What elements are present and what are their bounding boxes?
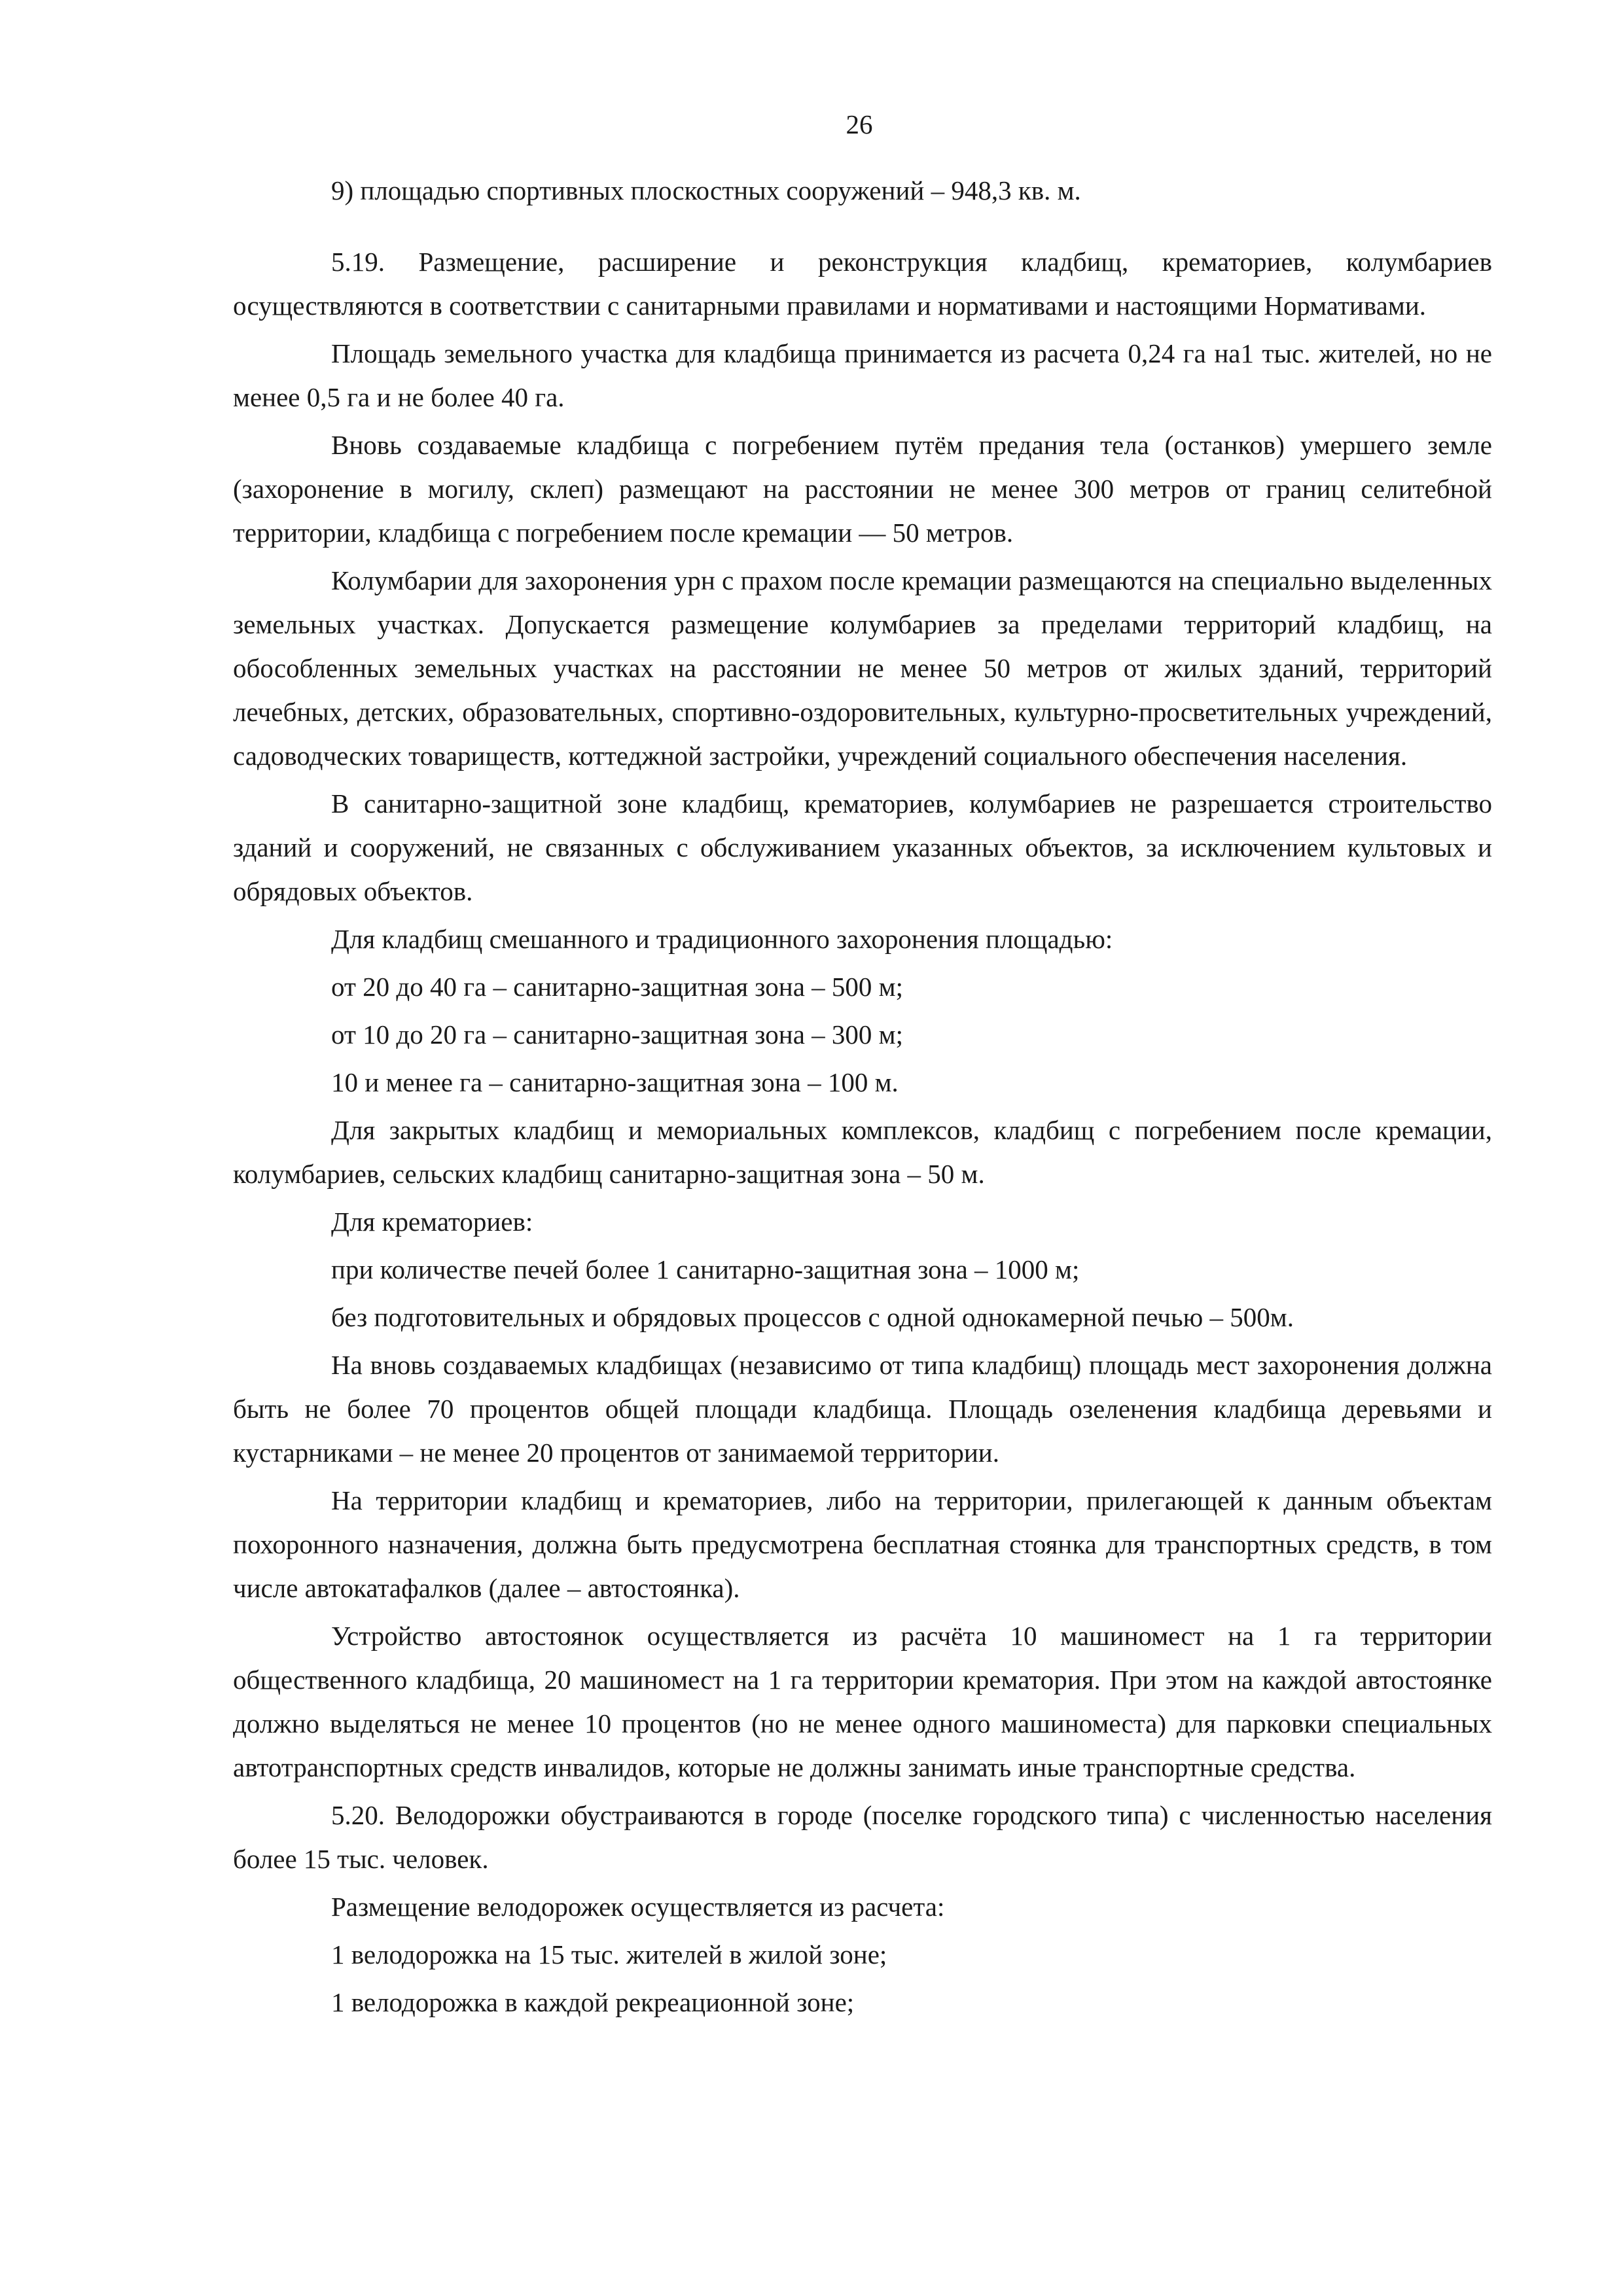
list-item-furnaces: при количестве печей более 1 санитарно-защитная зона – 1000 м; (331, 1254, 1080, 1284)
list-item-bike-residential: 1 велодорожка на 15 тыс. жителей в жилой зоне; (331, 1939, 887, 1969)
page-number: 26 (846, 109, 873, 139)
paragraph-burial-area: На вновь создаваемых кладбищах (независимо от типа кладбищ) площадь мест захоронения должна быть не более 70 процентов общей площади кладбища. Площадь озеленения кладбища деревьями и кустарниками – не менее 20 процентов от занимаемой территории. (233, 1350, 1492, 1468)
list-item-zone-300: от 10 до 20 га – санитарно-защитная зона – 300 м; (331, 1019, 903, 1050)
paragraph-sanitary-zone: В санитарно-защитной зоне кладбищ, крематориев, колумбариев не разрешается строительство зданий и сооружений, не связанных с обслуживанием указанных объектов, за исключением культовых и обрядовых объектов. (233, 788, 1492, 906)
list-item-zone-100: 10 и менее га – санитарно-защитная зона – 100 м. (331, 1067, 899, 1097)
document-body (233, 169, 1492, 2024)
paragraph-5-19: 5.19. Размещение, расширение и реконструкция кладбищ, крематориев, колумбариев осуществляются в соответствии с санитарными правилами и нормативами и настоящими Нормативами. (233, 247, 1492, 321)
paragraph-closed-cemeteries: Для закрытых кладбищ и мемориальных комплексов, кладбищ с погребением после кремации, колумбариев, сельских кладбищ санитарно-защитная зона – 50 м. (233, 1115, 1492, 1189)
paragraph-parking: На территории кладбищ и крематориев, либо на территории, прилегающей к данным объектам похоронного назначения, должна быть предусмотрена бесплатная стоянка для транспортных средств, в том числе автокатафалков (далее – автостоянка). (233, 1485, 1492, 1603)
paragraph-mixed-burial: Для кладбищ смешанного и традиционного захоронения площадью: (331, 924, 1113, 954)
paragraph-sports-area: 9) площадью спортивных плоскостных сооружений – 948,3 кв. м. (331, 175, 1081, 205)
paragraph-parking-calc: Устройство автостоянок осуществляется из расчёта 10 машиномест на 1 га территории общественного кладбища, 20 машиномест на 1 га территории крематория. При этом на каждой автостоянке должно выделяться не менее 10 процентов (но не менее одного машиноместа) для парковки специальных автотранспортных средств инвалидов, которые не должны занимать иные транспортные средства. (233, 1621, 1492, 1782)
list-item-single-furnace: без подготовительных и обрядовых процессов с одной однокамерной печью – 500м. (331, 1302, 1294, 1332)
paragraph-crematoria: Для крематориев: (331, 1207, 533, 1237)
list-item-zone-500: от 20 до 40 га – санитарно-защитная зона – 500 м; (331, 972, 903, 1002)
paragraph-new-cemeteries: Вновь создаваемые кладбища с погребением путём предания тела (останков) умершего земле (захоронение в могилу, склеп) размещают на расстоянии не менее 300 метров от границ селитебной территории, кладбища с погребением после кремации — 50 метров. (233, 430, 1492, 548)
list-item-bike-recreation: 1 велодорожка в каждой рекреационной зоне; (331, 1987, 855, 2017)
paragraph-bike-paths: Размещение велодорожек осуществляется из расчета: (331, 1892, 945, 1922)
paragraph-cemetery-area: Площадь земельного участка для кладбища принимается из расчета 0,24 га на1 тыс. жителей, но не менее 0,5 га и не более 40 га. (233, 338, 1492, 412)
paragraph-columbaria: Колумбарии для захоронения урн с прахом после кремации размещаются на специально выделенных земельных участках. Допускается размещение колумбариев за пределами территорий кладбищ, на обособленных земельных участках на расстоянии не менее 50 метров от жилых зданий, территорий лечебных, детских, образовательных, спортивно-оздоровительных, культурно-просветительных учреждений, садоводческих товариществ, коттеджной застройки, учреждений социального обеспечения населения. (233, 565, 1492, 771)
paragraph-5-20: 5.20. Велодорожки обустраиваются в городе (поселке городского типа) с численностью населения более 15 тыс. человек. (233, 1800, 1492, 1874)
